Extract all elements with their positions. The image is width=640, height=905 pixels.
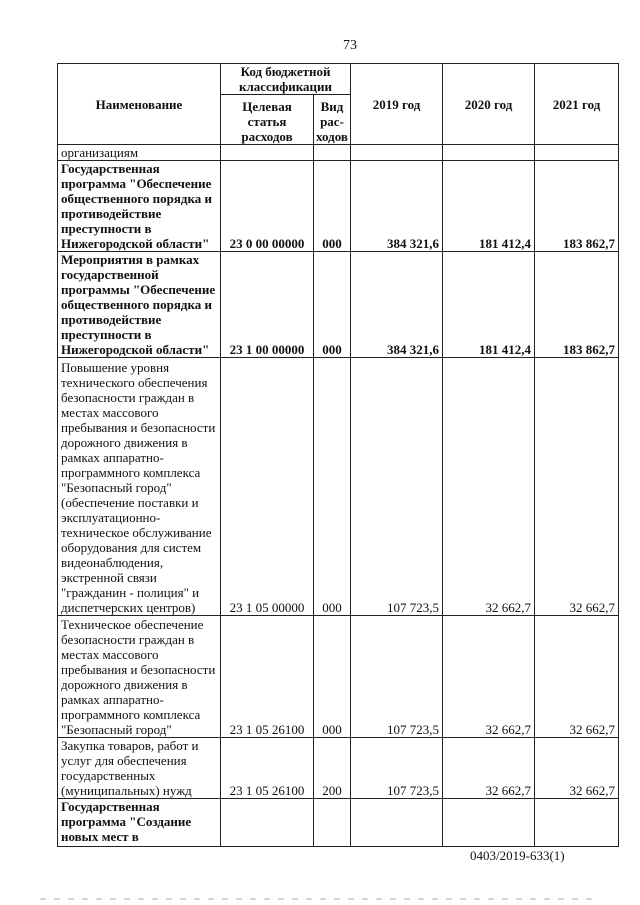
row-value-2021: 183 862,7 [535,161,619,252]
row-name: организациям [58,145,221,161]
table-row [58,616,619,738]
row-value-2021 [535,799,619,847]
row-target-code: 23 1 00 00000 [221,252,314,358]
row-kind-code [314,799,351,847]
row-value-2020 [443,799,535,847]
budget-table [57,63,619,847]
row-value-2020: 181 412,4 [443,252,535,358]
row-target-code [221,799,314,847]
row-kind-code [314,145,351,161]
row-value-2020: 32 662,7 [443,616,535,738]
row-value-2019: 107 723,5 [351,738,443,799]
row-name: Мероприятия в рамках государственной программы "Обеспечение общественного порядка и противодействие преступности в Нижегородской области" [58,252,221,358]
row-name: Закупка товаров, работ и услуг для обеспечения государственных (муниципальных) нужд [58,738,221,799]
table-row [58,252,619,358]
row-value-2021 [535,145,619,161]
row-target-code: 23 0 00 00000 [221,161,314,252]
table-row [58,145,619,161]
page-number: 73 [343,38,357,53]
header-kind: Вид рас- ходов [314,95,351,145]
row-value-2019: 384 321,6 [351,161,443,252]
scan-footer-line [40,898,600,900]
row-value-2020: 32 662,7 [443,358,535,616]
row-value-2020: 32 662,7 [443,738,535,799]
row-value-2021: 32 662,7 [535,616,619,738]
table-row [58,358,619,616]
row-name: Повышение уровня технического обеспечения безопасности граждан в местах массового пребывания и безопасности дорожного движения в рамках аппаратно-программного комплекса "Безопасный город" (обеспечение поставки и эксплуатационно-техническое обслуживание оборудования для систем видеонаблюдения, экстренной связи "гражданин - полиция" и диспетчерских центров) [58,358,221,616]
header-target: Целевая статья расходов [221,95,314,145]
header-2021: 2021 год [535,64,619,145]
row-value-2019 [351,799,443,847]
row-target-code: 23 1 05 26100 [221,616,314,738]
row-kind-code: 000 [314,358,351,616]
row-value-2019: 107 723,5 [351,358,443,616]
row-target-code: 23 1 05 26100 [221,738,314,799]
header-2020: 2020 год [443,64,535,145]
row-kind-code: 200 [314,738,351,799]
row-value-2019 [351,145,443,161]
header-name: Наименование [58,64,221,145]
row-value-2019: 384 321,6 [351,252,443,358]
header-2019: 2019 год [351,64,443,145]
row-value-2021: 32 662,7 [535,358,619,616]
row-value-2021: 183 862,7 [535,252,619,358]
row-value-2019: 107 723,5 [351,616,443,738]
row-value-2020 [443,145,535,161]
row-name: Государственная программа "Создание новых мест в [58,799,221,847]
row-kind-code: 000 [314,252,351,358]
header-code-group: Код бюджетной классификации [221,64,351,95]
row-value-2021: 32 662,7 [535,738,619,799]
row-kind-code: 000 [314,616,351,738]
row-value-2020: 181 412,4 [443,161,535,252]
table-row [58,799,619,847]
document-code: 0403/2019-633(1) [470,848,565,863]
table-row [58,161,619,252]
row-name: Техническое обеспечение безопасности граждан в местах массового пребывания и безопасности дорожного движения в рамках аппаратно-программного комплекса "Безопасный город" [58,616,221,738]
table-row [58,738,619,799]
row-target-code [221,145,314,161]
row-target-code: 23 1 05 00000 [221,358,314,616]
row-kind-code: 000 [314,161,351,252]
row-name: Государственная программа "Обеспечение общественного порядка и противодействие преступности в Нижегородской области" [58,161,221,252]
